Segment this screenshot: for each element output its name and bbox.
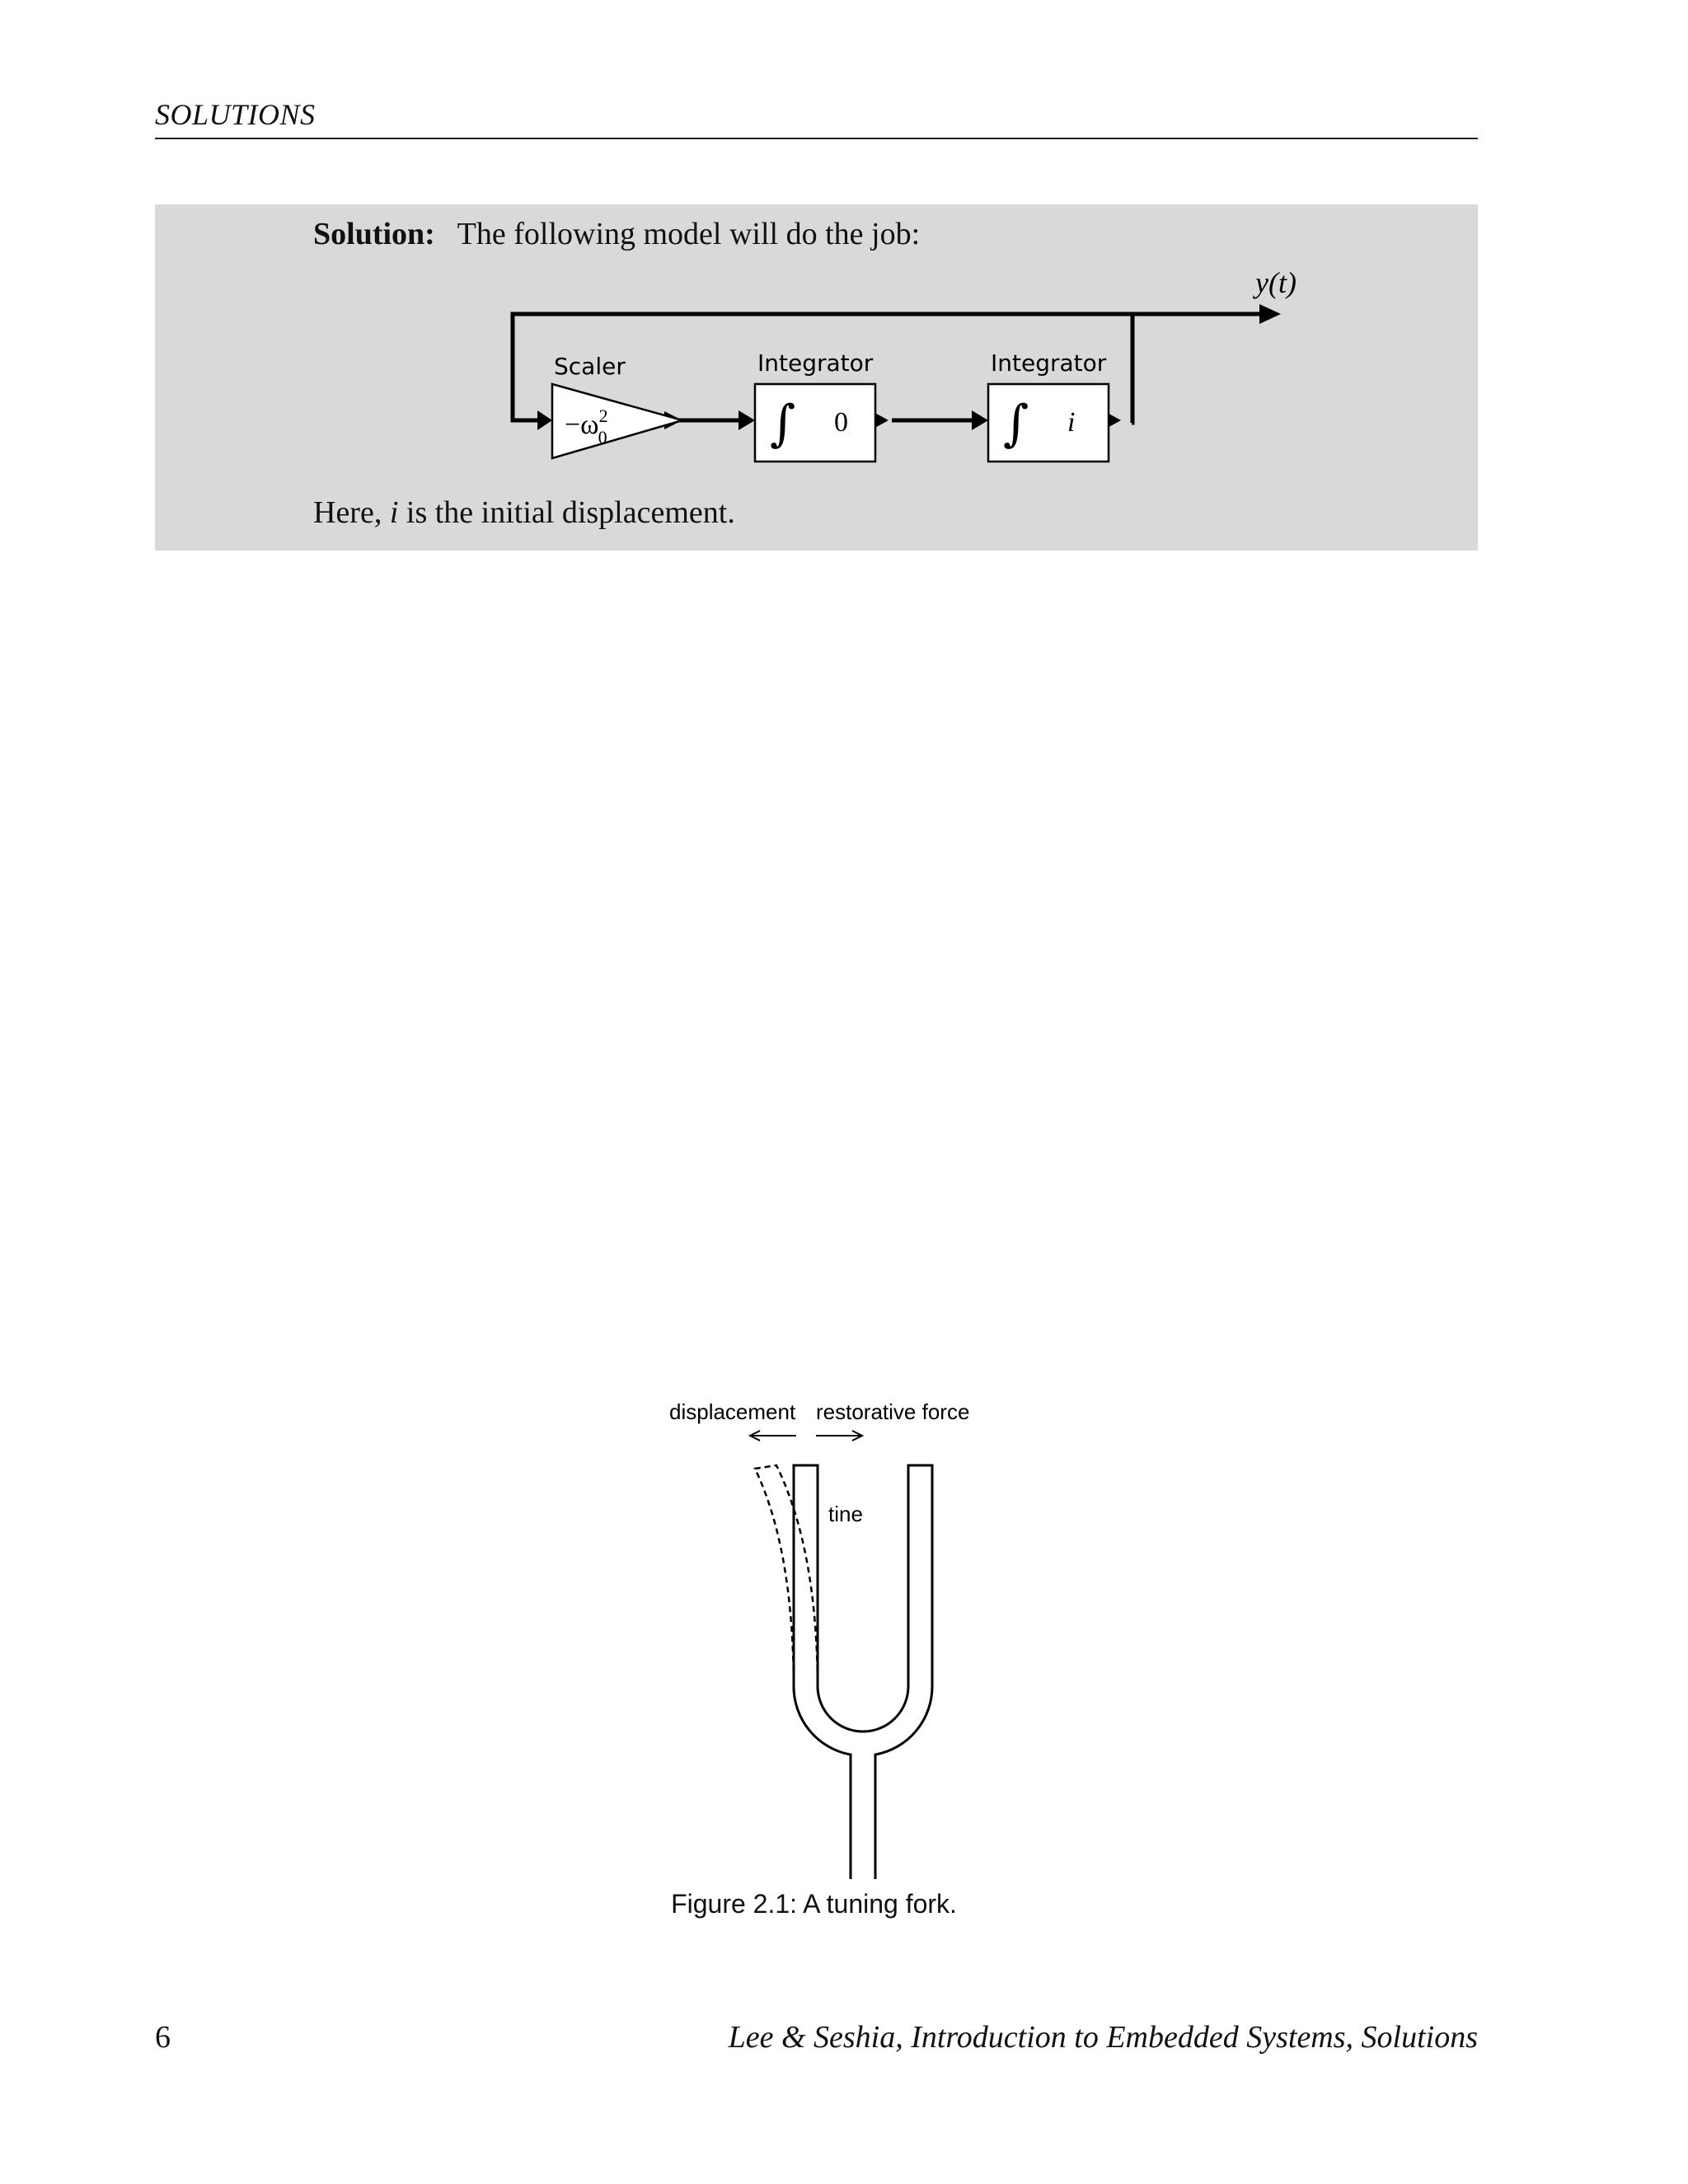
integrator1-initial: 0 xyxy=(834,407,848,438)
figure-caption: Figure 2.1: A tuning fork. xyxy=(671,1889,957,1919)
scaler-gain-sup: 2 xyxy=(598,405,608,426)
page-number: 6 xyxy=(155,2020,171,2055)
scaler-input-arrowhead xyxy=(537,410,552,430)
tuning-fork xyxy=(794,1465,932,1879)
solution-text: The following model will do the job: xyxy=(457,217,921,251)
integrator1-title: Integrator xyxy=(757,349,874,377)
note-suffix: is the initial displacement. xyxy=(406,495,735,530)
note-prefix: Here, xyxy=(313,495,382,530)
displaced-tine-outline xyxy=(755,1465,818,1691)
integrator2-initial: i xyxy=(1067,407,1076,438)
scaler-title: Scaler xyxy=(554,353,626,380)
note-variable: i xyxy=(389,495,399,530)
integrator-block-2 xyxy=(988,349,1109,462)
integrator2-symbol: ∫ xyxy=(1003,395,1029,452)
scaler-block xyxy=(552,353,682,458)
scaler-gain-sub: 0 xyxy=(598,427,607,448)
integrator2-title: Integrator xyxy=(991,349,1107,377)
integrator-block-1 xyxy=(755,349,875,462)
tine-label: tine xyxy=(828,1502,863,1526)
solution-note xyxy=(313,494,735,531)
int2-input-arrowhead xyxy=(972,410,988,430)
running-head: SOLUTIONS xyxy=(155,98,316,131)
solution-box xyxy=(155,204,1478,551)
displacement-label: displacement xyxy=(669,1399,796,1424)
output-arrowhead xyxy=(1259,304,1281,324)
direction-arrows xyxy=(750,1431,862,1441)
header-rule xyxy=(155,138,1478,139)
force-label: restorative force xyxy=(816,1399,970,1424)
integrator1-symbol: ∫ xyxy=(770,395,796,452)
output-label: y(t) xyxy=(1255,266,1296,299)
scaler-gain-base: −ω xyxy=(565,410,599,440)
solution-label: Solution: xyxy=(313,217,435,251)
tuning-fork-figure xyxy=(626,1385,1006,1879)
int1-input-arrowhead xyxy=(738,410,755,430)
running-foot: Lee & Seshia, Introduction to Embedded Systems, Solutions xyxy=(728,2020,1478,2055)
